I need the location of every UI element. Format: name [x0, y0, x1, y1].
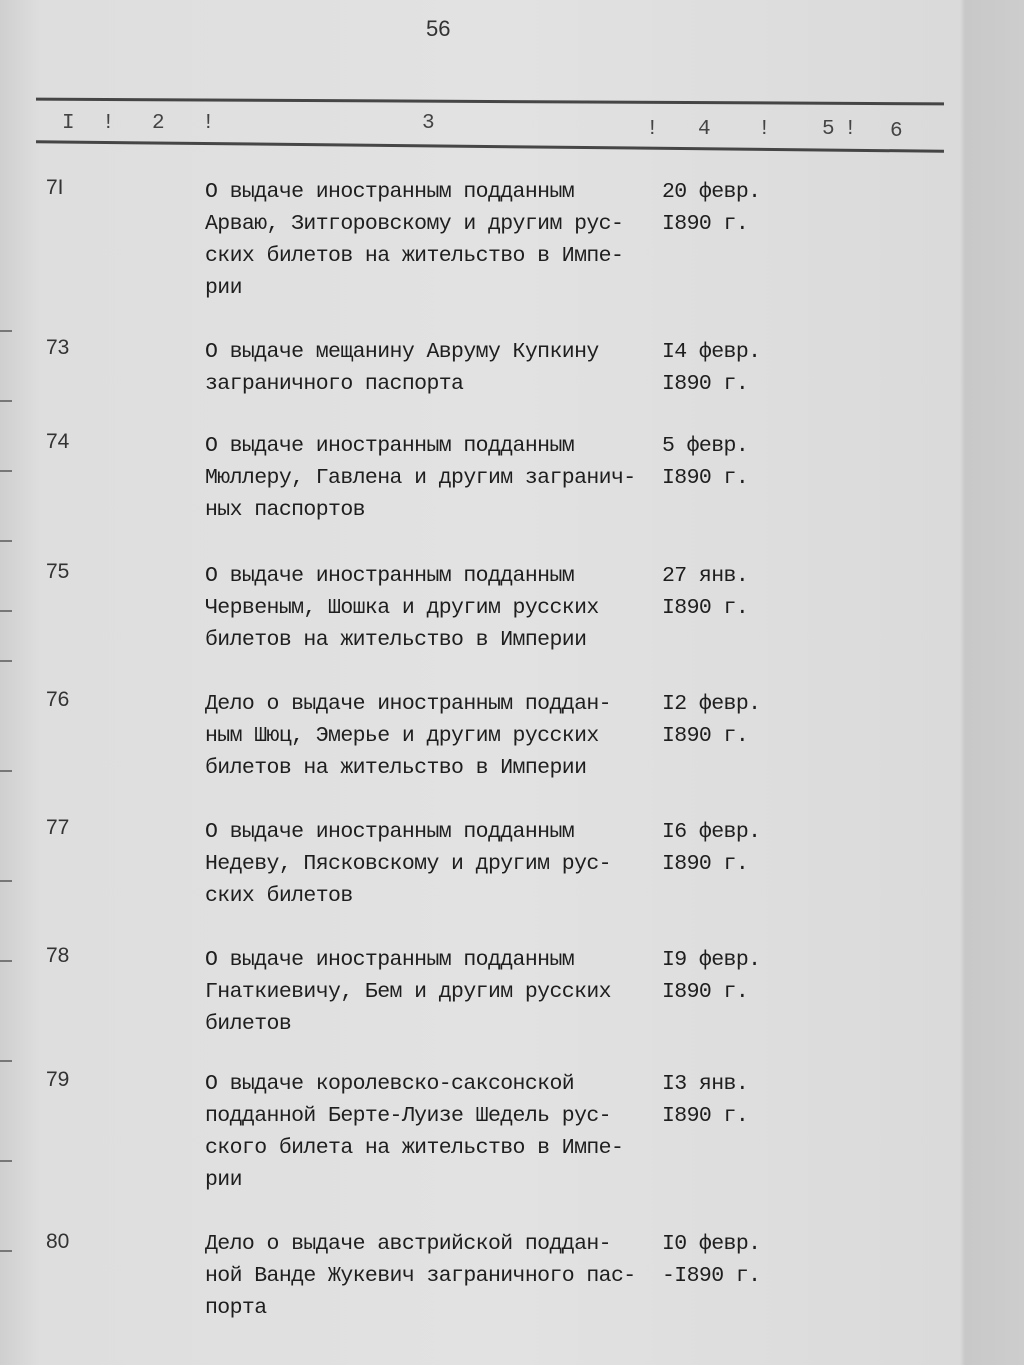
entry-title-line: О выдаче иностранным подданным — [205, 948, 575, 972]
entry-title-line: порта — [205, 1296, 267, 1320]
entry-date — [662, 176, 760, 240]
entry-date — [662, 688, 760, 752]
entry-title — [205, 1228, 655, 1324]
entry-date-line: I4 февр. — [662, 340, 761, 364]
entry-title-line: подданной Берте-Луизе Шедель рус- — [205, 1104, 611, 1128]
header-col: 5 — [822, 118, 835, 141]
entry-date-line: I890 г. — [662, 372, 749, 396]
entry-title — [205, 176, 655, 304]
page-number: 56 — [426, 16, 451, 41]
entry-title-line: ных паспортов — [205, 498, 365, 522]
entry-date-line: I0 февр. — [662, 1232, 761, 1256]
header-sep: ! — [102, 112, 115, 135]
header-sep: ! — [758, 118, 771, 141]
entry-number: 7I — [46, 176, 64, 199]
entry-date — [662, 944, 760, 1008]
entry-date-line: I890 г. — [662, 724, 749, 748]
entry-title-line: ского билета на жительство в Импе- — [205, 1136, 624, 1160]
margin-mark — [0, 1060, 12, 1062]
margin-mark — [0, 770, 12, 772]
entry-date — [662, 560, 748, 624]
header-col: I — [62, 112, 75, 135]
margin-mark — [0, 400, 12, 402]
entry-title-line: Дело о выдаче австрийской поддан- — [205, 1232, 611, 1256]
header-col: 4 — [698, 118, 711, 141]
entry-title-line: О выдаче иностранным подданным — [205, 820, 575, 844]
margin-mark — [0, 880, 12, 882]
margin-mark — [0, 540, 12, 542]
entry-title-line: Арваю, Зитгоровскому и другим рус- — [205, 212, 624, 236]
entry-date — [662, 336, 760, 400]
entry-title — [205, 944, 655, 1040]
entry-title — [205, 560, 655, 656]
entry-number: 74 — [46, 430, 70, 453]
entry-date — [662, 430, 748, 494]
entry-title-line: Дело о выдаче иностранным поддан- — [205, 692, 611, 716]
entry-date-line: I3 янв. — [662, 1072, 749, 1096]
margin-mark — [0, 660, 12, 662]
entry-title — [205, 1068, 655, 1196]
entry-date-line: 20 февр. — [662, 180, 761, 204]
entry-title-line: заграничного паспорта — [205, 372, 464, 396]
entry-title-line: ным Шюц, Эмерье и другим русских — [205, 724, 599, 748]
entry-title-line: О выдаче иностранным подданным — [205, 434, 575, 458]
margin-mark — [0, 1160, 12, 1162]
entry-title-line: ских билетов на жительство в Импе- — [205, 244, 624, 268]
entry-title-line: Недеву, Пясковскому и другим рус- — [205, 852, 611, 876]
entry-date-line: I9 февр. — [662, 948, 761, 972]
entry-title-line: билетов на жительство в Империи — [205, 756, 587, 780]
margin-mark — [0, 1250, 12, 1252]
entry-title-line: О выдаче королевско-саксонской — [205, 1072, 575, 1096]
header-bottom-rule — [36, 140, 944, 153]
entry-title-line: билетов — [205, 1012, 292, 1036]
margin-mark — [0, 470, 12, 472]
entry-date-line: I890 г. — [662, 852, 749, 876]
entry-title — [205, 336, 655, 400]
entry-date-line: I890 г. — [662, 212, 749, 236]
entry-date — [662, 1228, 760, 1292]
entry-date-line: 27 янв. — [662, 564, 749, 588]
entry-title — [205, 430, 655, 526]
entry-number: 79 — [46, 1068, 70, 1091]
table-header — [36, 112, 944, 142]
entry-date — [662, 1068, 748, 1132]
header-col: 6 — [890, 120, 903, 143]
header-col: 2 — [152, 112, 165, 135]
entry-number: 73 — [46, 336, 70, 359]
entry-title-line: О выдаче иностранным подданным — [205, 180, 575, 204]
margin-mark — [0, 960, 12, 962]
entry-date-line: I890 г. — [662, 980, 749, 1004]
margin-mark — [0, 330, 12, 332]
entry-number: 75 — [46, 560, 70, 583]
entry-title — [205, 688, 655, 784]
entry-title-line: билетов на жительство в Империи — [205, 628, 587, 652]
entry-title-line: Гнаткиевичу, Бем и другим русских — [205, 980, 611, 1004]
entry-title-line: Мюллеру, Гавлена и другим загранич- — [205, 466, 636, 490]
entry-title-line: Червеным, Шошка и другим русских — [205, 596, 599, 620]
entry-number: 77 — [46, 816, 70, 839]
entry-title-line: О выдаче мещанину Авруму Купкину — [205, 340, 599, 364]
header-sep: ! — [202, 112, 215, 135]
header-sep: ! — [646, 118, 659, 141]
entry-number: 78 — [46, 944, 70, 967]
margin-mark — [0, 610, 12, 612]
entry-date-line: I890 г. — [662, 466, 749, 490]
entry-date-line: I6 февр. — [662, 820, 761, 844]
entry-date-line: -I890 г. — [662, 1264, 761, 1288]
entry-title-line: О выдаче иностранным подданным — [205, 564, 575, 588]
entry-title-line: ной Ванде Жукевич заграничного пас- — [205, 1264, 636, 1288]
entry-title-line: рии — [205, 276, 242, 300]
header-col: 3 — [422, 112, 435, 135]
entry-title — [205, 816, 655, 912]
entry-date-line: I890 г. — [662, 1104, 749, 1128]
entry-date-line: I2 февр. — [662, 692, 761, 716]
entry-date-line: 5 февр. — [662, 434, 749, 458]
entry-title-line: ских билетов — [205, 884, 353, 908]
entry-number: 80 — [46, 1230, 70, 1253]
entry-title-line: рии — [205, 1168, 242, 1192]
entry-date-line: I890 г. — [662, 596, 749, 620]
entry-number: 76 — [46, 688, 70, 711]
entry-date — [662, 816, 760, 880]
header-top-rule — [36, 98, 944, 106]
header-sep: ! — [844, 118, 857, 141]
